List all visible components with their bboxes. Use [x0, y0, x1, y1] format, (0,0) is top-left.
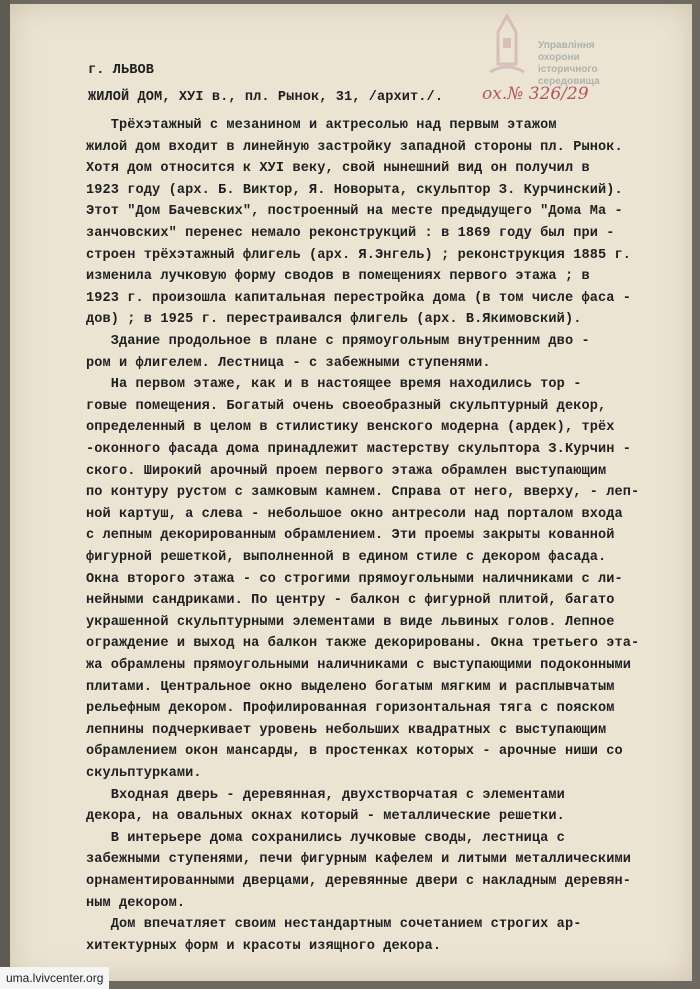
logo-line: історичного [538, 64, 598, 75]
body-line: ным декором. [86, 895, 186, 911]
handwritten-number: ох.№ 326/29 [482, 84, 589, 104]
logo-text [538, 40, 600, 88]
body-line: декора, на овальных окнах который - металлические решетки. [86, 809, 565, 825]
body-line: Окна второго этажа - со строгими прямоугольными наличниками с ли- [86, 571, 623, 587]
body-line: определенный в целом в стилистику венского модерна (ардек), трёх [86, 420, 615, 436]
logo-line: середовища [538, 76, 600, 87]
body-line: Дом впечатляет своим нестандартным сочетанием строгих ар- [86, 917, 582, 933]
body-line: жа обрамлены прямоугольными наличниками с выступающими подоконными [86, 658, 631, 673]
body-line: нейными сандриками. По центру - балкон с фигурной плитой, багато [86, 593, 615, 609]
body-line: -оконного фасада дома принадлежит мастерству скульптора З.Курчин - [86, 442, 631, 457]
body-line: ограждение и выход на балкон также декорированы. Окна третьего эта- [86, 636, 640, 652]
body-line: На первом этаже, как и в настоящее время находились тор - [86, 377, 582, 393]
tower-logo-icon [482, 14, 532, 84]
logo-line: охорони [538, 52, 580, 63]
body-line: хитектурных форм и красоты изящного декора. [86, 938, 442, 954]
body-line: В интерьере дома сохранились лучковые своды, лестница с [86, 830, 565, 846]
body-line: жилой дом входит в линейную застройку западной стороны пл. Рынок. [86, 139, 623, 155]
body-line: Этот "Дом Бачевских", построенный на месте предыдущего "Дома Ма - [86, 204, 623, 220]
body-line: рельефным декором. Профилированная горизонтальная тяга с пояском [86, 701, 615, 717]
institution-logo [482, 14, 692, 86]
body-line: фигурной решеткой, выполненной в едином стиле с декором фасада. [86, 550, 607, 565]
body-line: Трёхэтажный с мезанином и актресолью над первым этажом [86, 118, 557, 133]
body-line: по контуру рустом с замковым камнем. Справа от него, вверху, - леп- [86, 485, 640, 501]
body-line: строен трёхэтажный флигель (арх. Я.Энгель) ; реконструкция 1885 г. [86, 247, 631, 263]
logo-line: Управління [538, 40, 595, 51]
body-line: дов) ; в 1925 г. перестраивался флигель (арх. В.Якимовский). [86, 312, 582, 328]
body-line: лепнины подчеркивает уровень небольших квадратных с выступающим [86, 722, 607, 738]
body-line: Входная дверь - деревянная, двухстворчатая с элементами [86, 787, 565, 803]
body-line: забежными ступенями, печи фигурным кафелем и литыми металлическими [86, 852, 631, 868]
body-line: изменила лучковую форму сводов в помещениях первого этажа ; в [86, 269, 590, 285]
body-line: Здание продольное в плане с прямоугольным внутренним дво - [86, 334, 590, 349]
body-line: украшенной скульптурными элементами в виде львиных голов. Лепное [86, 614, 615, 630]
body-line: ского. Широкий арочный проем первого этажа обрамлен выступающим [86, 463, 607, 479]
city-heading: г. ЛЬВОВ [88, 63, 155, 78]
body-line: с лепным декорированным обрамлением. Эти проемы закрыты кованной [86, 528, 615, 544]
body-line: скульптурками. [86, 766, 202, 781]
body-line: орнаментированными дверцами, деревянные двери с накладным деревян- [86, 874, 631, 889]
body-line: ром и флигелем. Лестница - с забежными ступенями. [86, 355, 491, 371]
scan-edge [0, 0, 10, 989]
body-line: 1923 году (арх. Б. Виктор, Я. Новорыта, скульптор З. Курчинский). [86, 182, 623, 198]
body-line: Хотя дом относится к ХУI веку, свой нынешний вид он получил в [86, 161, 590, 177]
body-line: занчовских" перенес немало реконструкций : в 1869 году был при - [86, 226, 615, 241]
body-line: ной картуш, а слева - небольшое окно антресоли над порталом входа [86, 506, 623, 522]
body-line: 1923 г. произошла капитальная перестройка дома (в том числе фаса - [86, 290, 631, 306]
body-line: плитами. Центральное окно выделено богатым мягким и расплывчатым [86, 679, 615, 695]
source-watermark[interactable]: uma.lvivcenter.org [0, 967, 109, 989]
body-line: говые помещения. Богатый очень своеобразный скульптурный декор, [86, 398, 607, 414]
document-title: ЖИЛОЙ ДОМ, ХУI в., пл. Рынок, 31, /архит./. [88, 90, 444, 105]
body-line: обрамлением окон мансарды, в простенках которых - арочные ниши со [86, 744, 623, 760]
